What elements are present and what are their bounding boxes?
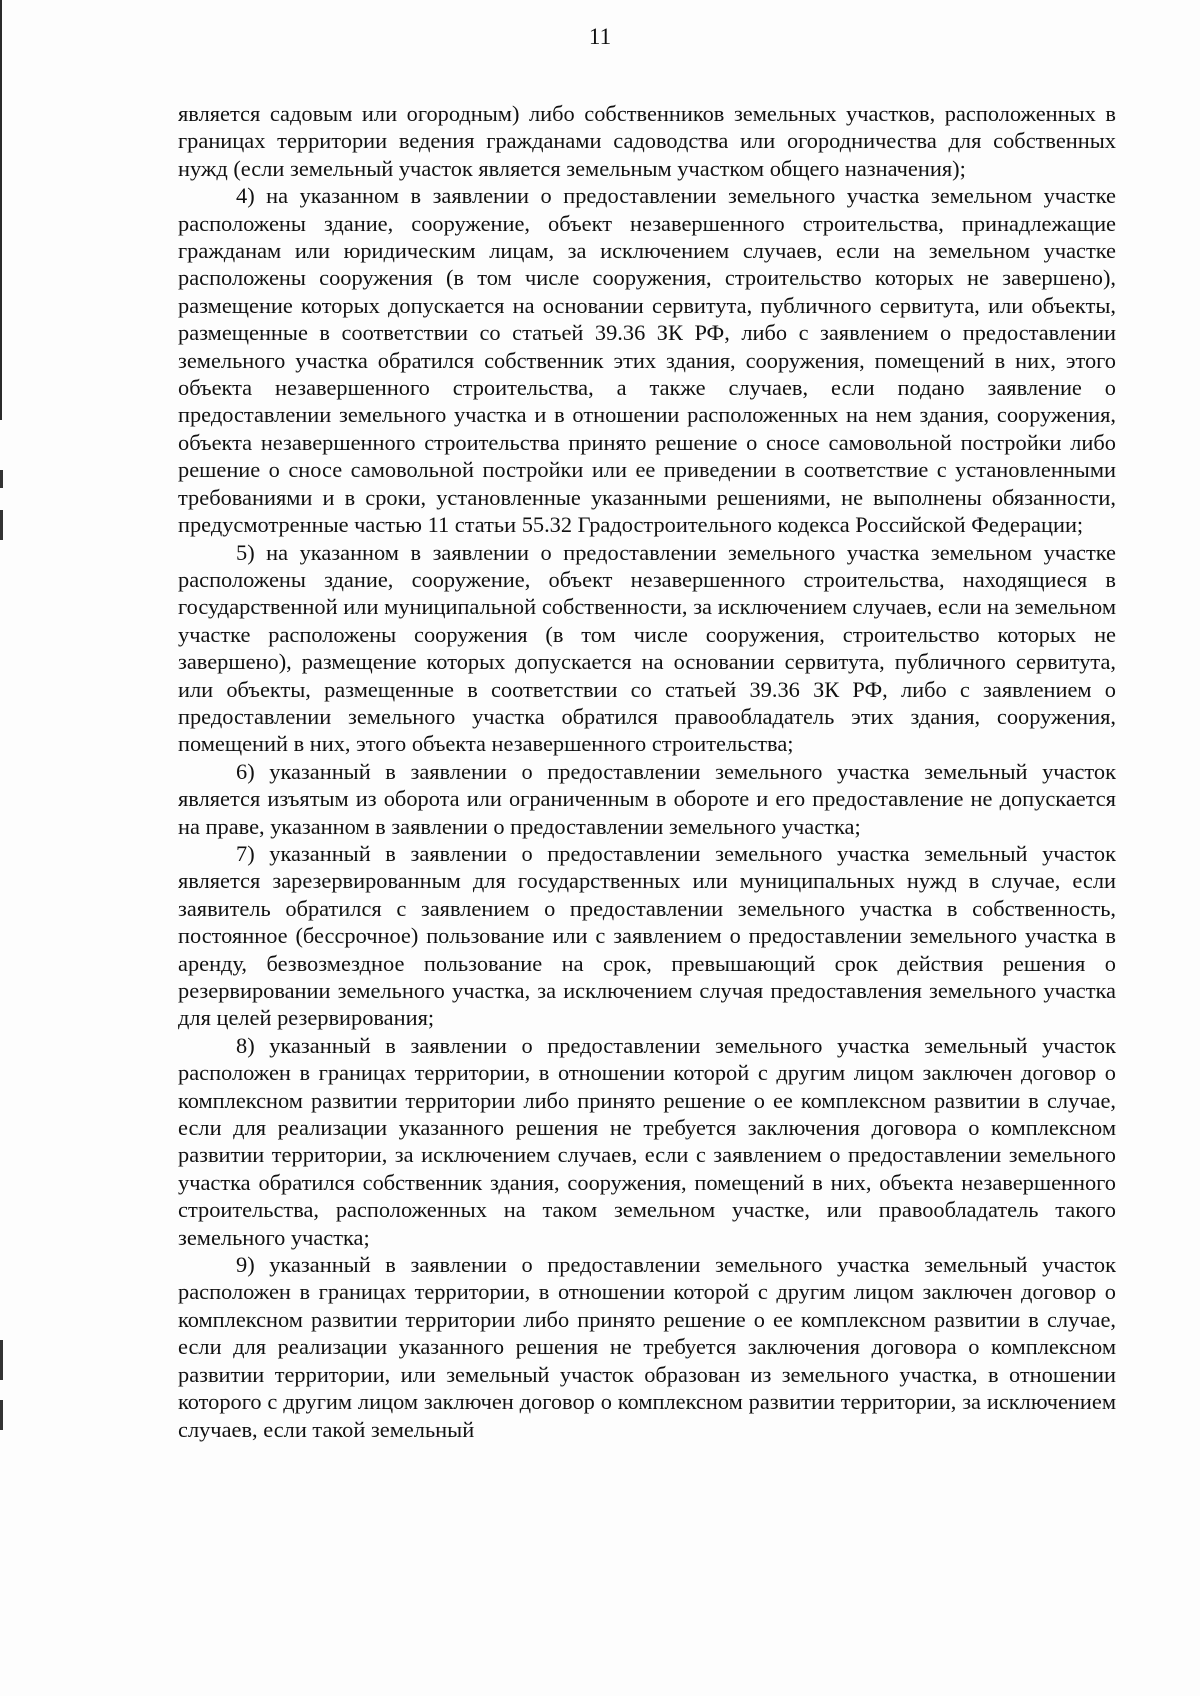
paragraph-item-5: 5) на указанном в заявлении о предоставлении земельного участка земельном участке расположены здание, сооружение, объект незавершенного строительства, находящиеся в государственной или муниципальной собственности, за исключением случаев, если на земельном участке расположены сооружения (в том числе сооружения, строительство которых не завершено), размещение которых допускается на основании сервитута, публичного сервитута, или объекты, размещенные в соответствии со статьей 39.36 ЗК РФ, либо с заявлением о предоставлении земельного участка обратился правообладатель этих здания, сооружения, помещений в них, этого объекта незавершенного строительства; <box>178 539 1116 757</box>
paragraph-item-7: 7) указанный в заявлении о предоставлении земельного участка земельный участок является зарезервированным для государственных или муниципальных нужд в случае, если заявитель обратился с заявлением о предоставлении земельного участка в собственность, постоянное (бессрочное) пользование или с заявлением о предоставлении земельного участка в аренду, безвозмездное пользование на срок, превышающий срок действия решения о резервировании земельного участка, за исключением случая предоставления земельного участка для целей резервирования; <box>178 840 1116 1031</box>
paragraph-item-4: 4) на указанном в заявлении о предоставлении земельного участка земельном участке расположены здание, сооружение, объект незавершенного строительства, принадлежащие гражданам или юридическим лицам, за исключением случаев, если на земельном участке расположены сооружения (в том числе сооружения, строительство которых не завершено), размещение которых допускается на основании сервитута, публичного сервитута, или объекты, размещенные в соответствии со статьей 39.36 ЗК РФ, либо с заявлением о предоставлении земельного участка обратился собственник этих здания, сооружения, помещений в них, этого объекта незавершенного строительства, а также случаев, если подано заявление о предоставлении земельного участка и в отношении расположенных на нем здания, сооружения, объекта незавершенного строительства принято решение о сносе самовольной постройки либо решение о сносе самовольной постройки или ее приведении в соответствие с установленными требованиями и в сроки, установленные указанными решениями, не выполнены обязанности, предусмотренные частью 11 статьи 55.32 Градостроительного кодекса Российской Федерации; <box>178 183 1116 538</box>
scan-mark <box>0 1340 3 1380</box>
page-number: 11 <box>588 24 612 49</box>
scan-edge <box>0 0 6 420</box>
scan-mark <box>0 510 3 540</box>
scan-mark <box>0 1400 3 1430</box>
paragraph-item-6: 6) указанный в заявлении о предоставлении земельного участка земельный участок является изъятым из оборота или ограниченным в обороте и его предоставление не допускается на праве, указанном в заявлении о предоставлении земельного участка; <box>178 758 1116 839</box>
scan-mark <box>0 470 3 488</box>
paragraph-item-9: 9) указанный в заявлении о предоставлении земельного участка земельный участок расположен в границах территории, в отношении которой с другим лицом заключен договор о комплексном развитии территории либо принято решение о ее комплексном развитии в случае, если для реализации указанного решения не требуется заключения договора о комплексном развитии территории, или земельный участок образован из земельного участка, в отношении которого с другим лицом заключен договор о комплексном развитии территории, за исключением случаев, если такой земельный <box>178 1252 1116 1442</box>
document-body <box>178 100 1116 1443</box>
paragraph-continuation: является садовым или огородным) либо собственников земельных участков, расположенных в границах территории ведения гражданами садоводства или огородничества для собственных нужд (если земельный участок является земельным участком общего назначения); <box>178 101 1116 181</box>
paragraph-item-8: 8) указанный в заявлении о предоставлении земельного участка земельный участок расположен в границах территории, в отношении которой с другим лицом заключен договор о комплексном развитии территории либо принято решение о ее комплексном развитии в случае, если для реализации указанного решения не требуется заключения договора о комплексном развитии территории, за исключением случаев, если с заявлением о предоставлении земельного участка обратился собственник здания, сооружения, помещений в них, объекта незавершенного строительства, расположенных на таком земельном участке, или правообладатель такого земельного участка; <box>178 1032 1116 1250</box>
